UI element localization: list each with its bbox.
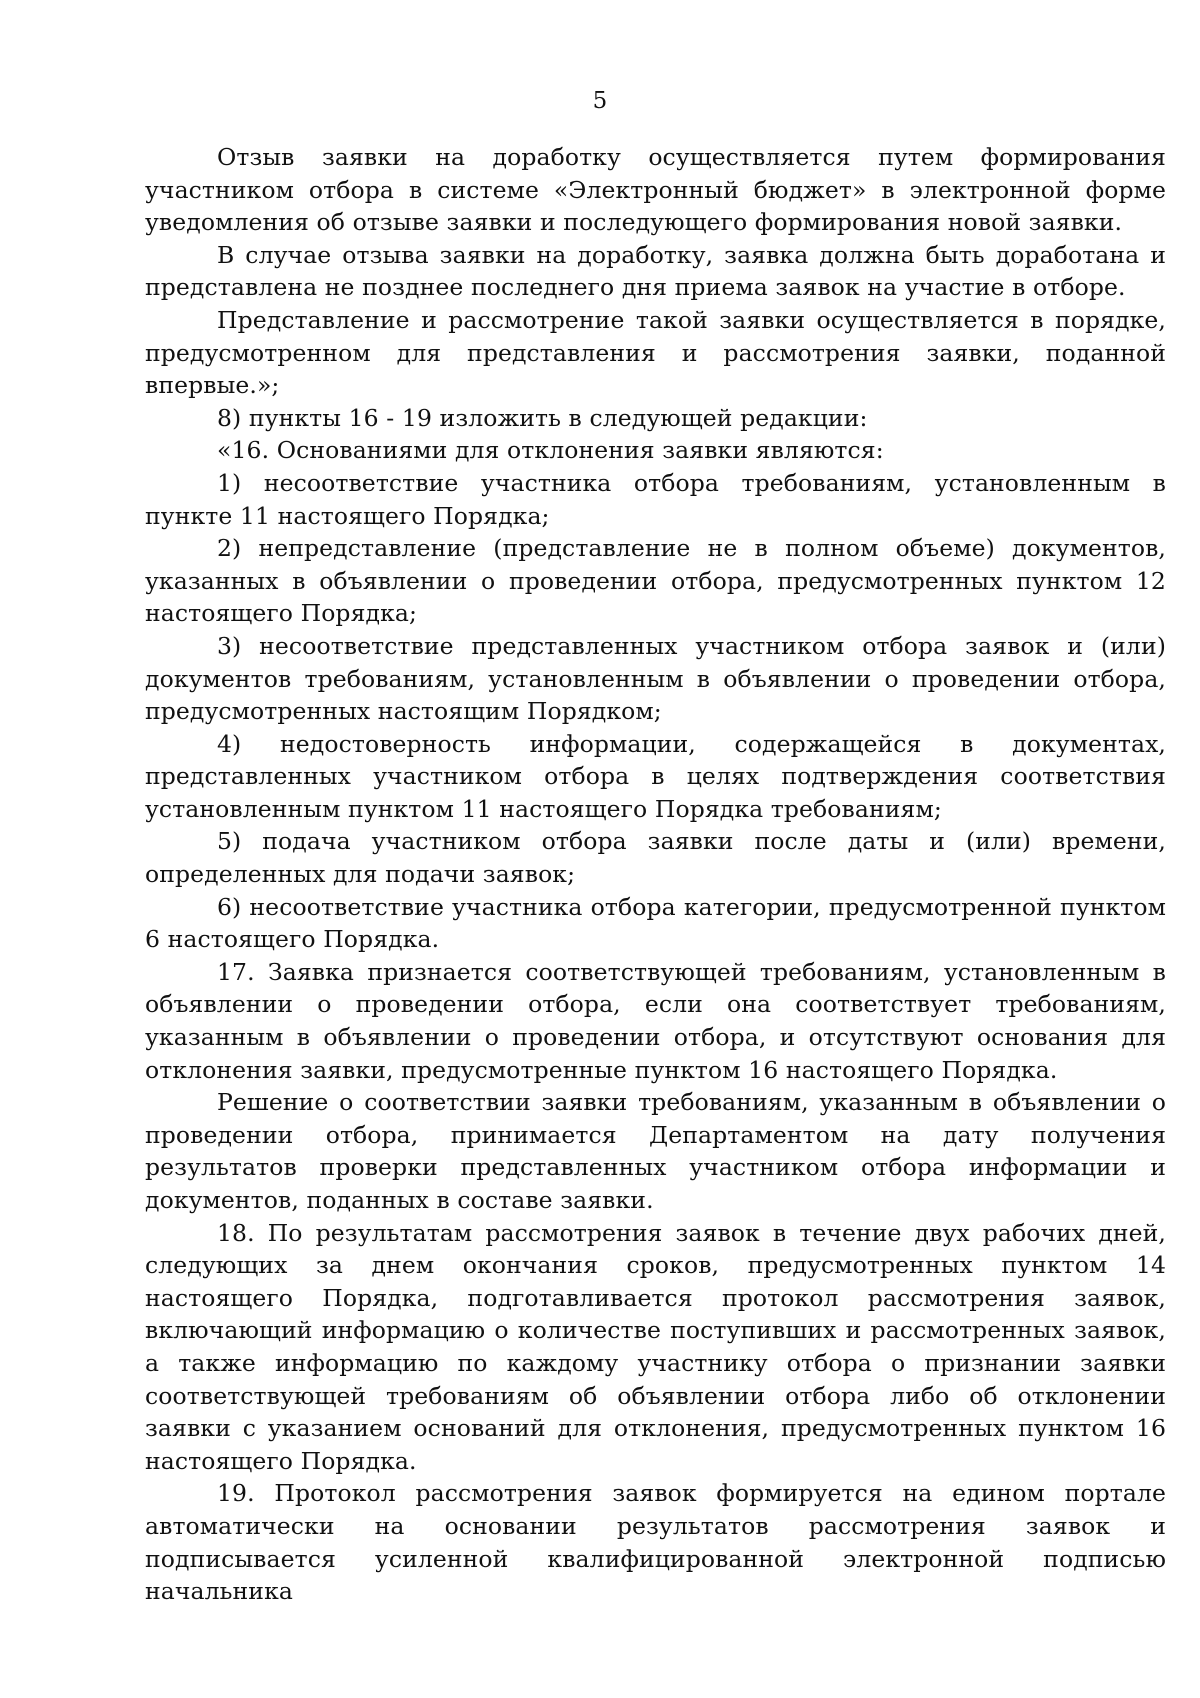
paragraph-clause-18: 18. По результатам рассмотрения заявок в течение двух рабочих дней, следующих за днем окончания сроков, предусмотренных пунктом 14 настоящего Порядка, подготавливается протокол рассмотрения заявок, включающий информацию о количестве поступивших и рассмотренных заявок, а также информацию по каждому участнику отбора о признании заявки соответствующей требованиям об объявлении отбора либо об отклонении заявки с указанием оснований для отклонения, предусмотренных пунктом 16 настоящего Порядка. (145, 1218, 1166, 1475)
paragraph-compliance-decision: Решение о соответствии заявки требованиям, указанным в объявлении о проведении отбора, принимается Департаментом на дату получения результатов проверки представленных участником отбора информации и документов, поданных в составе заявки. (145, 1088, 1166, 1214)
paragraph-amendment-8: 8) пункты 16 - 19 изложить в следующей редакции: (217, 403, 868, 432)
paragraph-clause-19: 19. Протокол рассмотрения заявок формируется на едином портале автоматически на основании результатов рассмотрения заявок и подписывается усиленной квалифицированной электронной подписью начальника (145, 1479, 1166, 1606)
paragraph-ground-5: 5) подача участником отбора заявки после даты и (или) времени, определенных для подачи заявок; (145, 827, 1166, 889)
paragraph-ground-4: 4) недостоверность информации, содержащейся в документах, представленных участником отбора в целях подтверждения соответствия установленным пунктом 11 настоящего Порядка требованиям; (145, 729, 1166, 823)
paragraph-withdrawal-deadline: В случае отзыва заявки на доработку, заявка должна быть доработана и представлена не позднее последнего дня приема заявок на участие в отборе. (145, 240, 1166, 302)
paragraph-ground-6: 6) несоответствие участника отбора категории, предусмотренной пунктом 6 настоящего Порядка. (145, 892, 1166, 954)
paragraph-withdrawal-procedure: Отзыв заявки на доработку осуществляется путем формирования участником отбора в системе «Электронный бюджет» в электронной форме уведомления об отзыве заявки и последующего формирования новой заявки. (145, 143, 1166, 237)
paragraph-ground-2: 2) непредставление (представление не в полном объеме) документов, указанных в объявлении о проведении отбора, предусмотренных пунктом 12 настоящего Порядка; (145, 534, 1166, 628)
paragraph-ground-3: 3) несоответствие представленных участником отбора заявок и (или) документов требованиям, установленным в объявлении о проведении отбора, предусмотренных настоящим Порядком; (145, 631, 1166, 726)
paragraph-ground-1: 1) несоответствие участника отбора требованиям, установленным в пункте 11 настоящего Порядка; (145, 468, 1166, 530)
paragraph-clause-17: 17. Заявка признается соответствующей требованиям, установленным в объявлении о проведении отбора, если она соответствует требованиям, указанным в объявлении о проведении отбора, и отсутствуют основания для отклонения заявки, предусмотренные пунктом 16 настоящего Порядка. (145, 957, 1166, 1084)
document-body (145, 141, 1166, 1608)
page-number: 5 (592, 88, 608, 114)
paragraph-clause-16-intro: «16. Основаниями для отклонения заявки являются: (217, 436, 884, 465)
paragraph-review-order: Представление и рассмотрение такой заявки осуществляется в порядке, предусмотренном для представления и рассмотрения заявки, поданной впервые.»; (145, 305, 1166, 400)
